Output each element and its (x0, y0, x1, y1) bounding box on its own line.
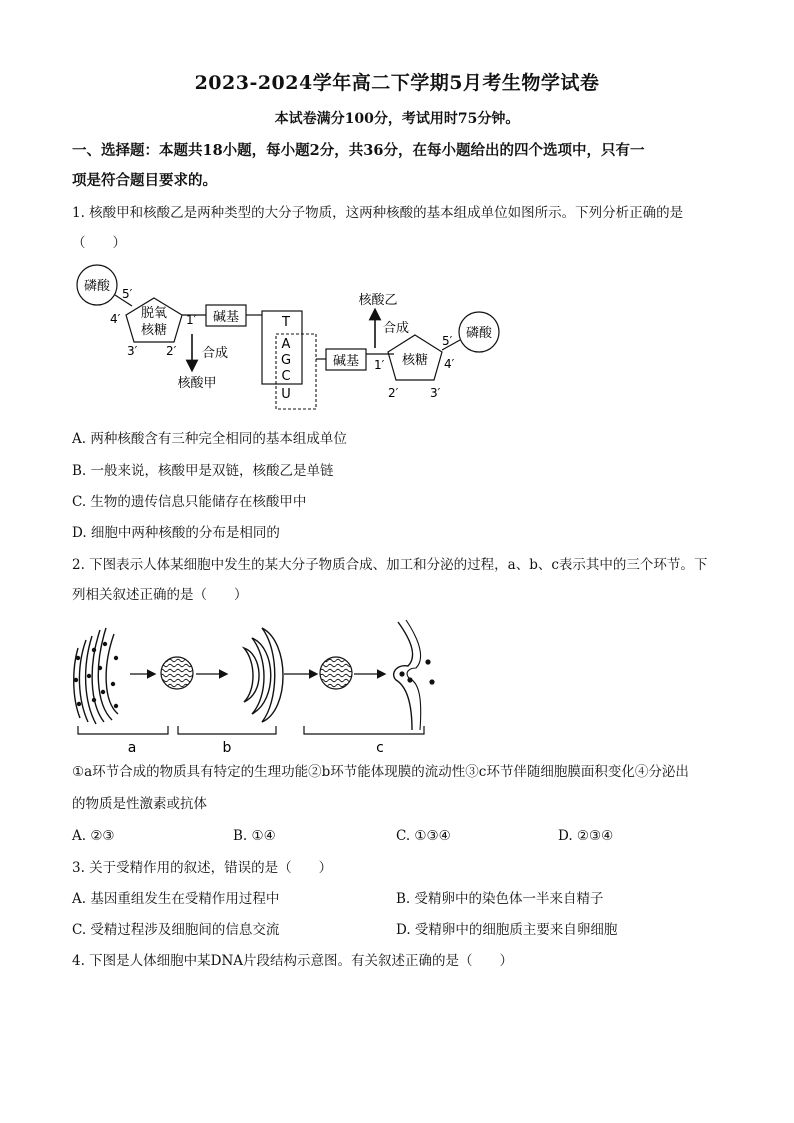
q3-option-b[interactable]: B. 受精卵中的染色体一半来自精子 (396, 891, 604, 907)
synthesis-label-2: 合成 (383, 321, 410, 336)
right-c2-label: 2′ (388, 386, 399, 400)
q2-secretion-diagram (72, 618, 452, 756)
bracket-a (78, 726, 168, 734)
right-c3-label: 3′ (430, 386, 441, 400)
q1-stem-line-2: （ ） (72, 235, 126, 251)
right-c1-label: 1′ (374, 358, 385, 372)
section-heading-line-2: 项是符合题目要求的。 (72, 172, 217, 189)
base-U: U (281, 387, 291, 402)
bracket-c (304, 726, 424, 734)
bracket-b (178, 726, 276, 734)
ribose-label: 核糖 (401, 353, 429, 368)
q3-option-c[interactable]: C. 受精过程涉及细胞间的信息交流 (72, 922, 280, 938)
page-subtitle: 本试卷满分100分，考试用时75分钟。 (274, 111, 520, 127)
right-phosphate-label: 磷酸 (465, 326, 493, 341)
section-heading-line-1: 一、选择题：本题共18小题，每小题2分，共36分，在每小题给出的四个选项中，只有一 (72, 142, 645, 159)
q3-stem: 3. 关于受精作用的叙述，错误的是（ ） (72, 860, 333, 876)
q1-nucleotide-diagram (70, 262, 520, 414)
base-C: C (281, 369, 291, 384)
cell-membrane-icon (394, 620, 435, 730)
label-c: c (376, 740, 384, 756)
vesicle-icon-1 (161, 657, 193, 689)
label-b: b (222, 740, 232, 756)
q2-stem-line-1: 2. 下图表示人体某细胞中发生的某大分子物质合成、加工和分泌的过程，a、b、c表示其中的三个环节。下 (72, 557, 708, 573)
section-heading (72, 136, 732, 196)
q1-stem-line-1: 1. 核酸甲和核酸乙是两种类型的大分子物质，这两种核酸的基本组成单位如图所示。下列分析正确的是 (72, 205, 684, 221)
label-a: a (127, 740, 137, 756)
q2-option-b[interactable]: B. ①④ (233, 828, 276, 844)
q3-option-d[interactable]: D. 受精卵中的细胞质主要来自卵细胞 (396, 922, 618, 938)
right-c5-label: 5′ (442, 334, 453, 348)
page-title: 2023-2024学年高二下学期5月考生物学试卷 (194, 72, 600, 94)
right-base-label: 碱基 (332, 354, 360, 369)
q1-option-c[interactable]: C. 生物的遗传信息只能储存在核酸甲中 (72, 494, 307, 510)
q1-option-d[interactable]: D. 细胞中两种核酸的分布是相同的 (72, 525, 280, 541)
left-phosphate-label: 磷酸 (83, 279, 111, 294)
q2-option-a[interactable]: A. ②③ (72, 828, 115, 844)
right-c4-label: 4′ (444, 357, 455, 371)
left-base-label: 碱基 (212, 310, 240, 325)
golgi-icon (244, 628, 283, 722)
deoxyribose-label-1: 脱氧 (140, 306, 168, 321)
rough-er-icon (74, 628, 118, 724)
deoxyribose-label-2: 核糖 (140, 323, 168, 338)
base-T: T (282, 315, 290, 330)
q2-option-d[interactable]: D. ②③④ (558, 828, 614, 844)
left-c5-label: 5′ (122, 287, 133, 301)
nucleic-acid-a-label: 核酸甲 (177, 376, 217, 391)
left-c1-label: 1′ (186, 313, 197, 327)
q2-statement-line-1: ①a环节合成的物质具有特定的生理功能②b环节能体现膜的流动性③c环节伴随细胞膜面积变化④分泌出 (72, 764, 689, 780)
q4-stem: 4. 下图是人体细胞中某DNA片段结构示意图。有关叙述正确的是（ ） (72, 953, 514, 969)
base-A: A (281, 337, 291, 352)
q2-stem-line-2: 列相关叙述正确的是（ ） (72, 587, 248, 603)
q2-statement-line-2: 的物质是性激素或抗体 (72, 796, 207, 812)
base-G: G (280, 353, 292, 368)
q3-option-a[interactable]: A. 基因重组发生在受精作用过程中 (72, 891, 280, 907)
q2-option-c[interactable]: C. ①③④ (396, 828, 451, 844)
q1-option-b[interactable]: B. 一般来说，核酸甲是双链，核酸乙是单链 (72, 463, 334, 479)
left-c2-label: 2′ (166, 344, 177, 358)
q1-option-a[interactable]: A. 两种核酸含有三种完全相同的基本组成单位 (72, 431, 347, 447)
left-c3-label: 3′ (127, 344, 138, 358)
synthesis-label-1: 合成 (202, 346, 229, 361)
vesicle-icon-2 (320, 657, 352, 689)
left-c4-label: 4′ (110, 312, 121, 326)
nucleic-acid-b-label: 核酸乙 (358, 293, 398, 308)
